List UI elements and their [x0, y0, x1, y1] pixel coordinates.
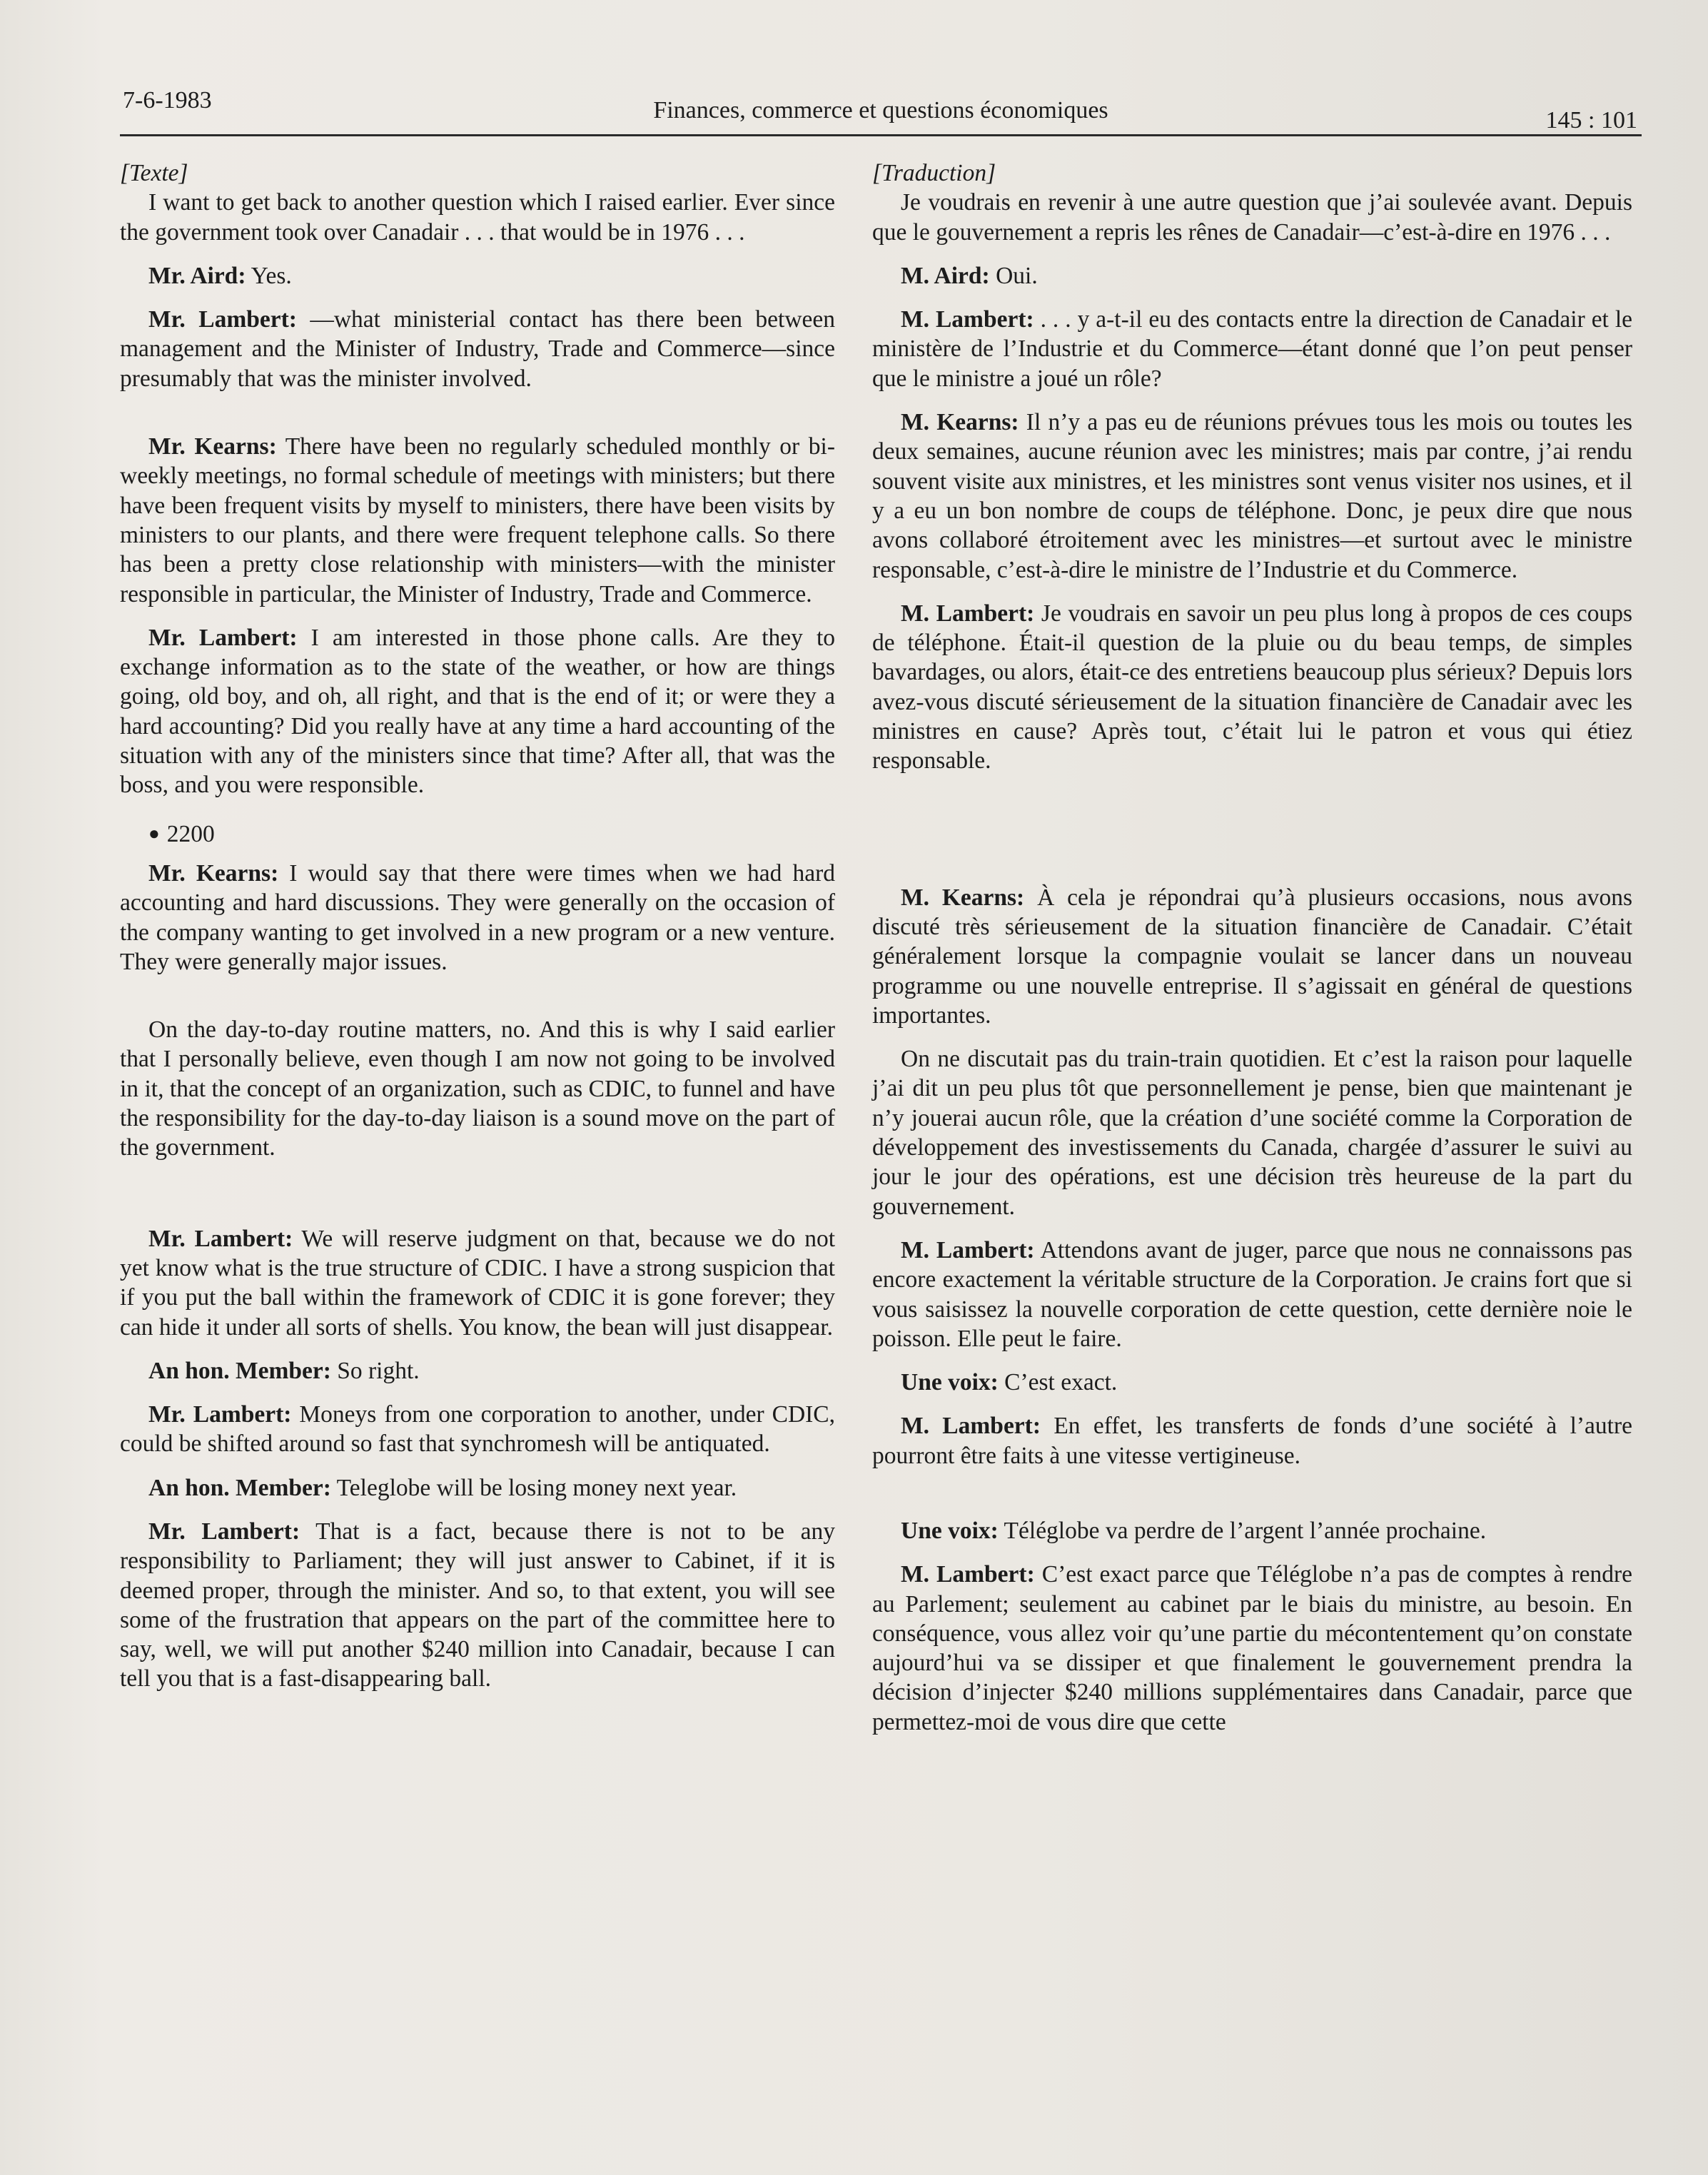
speech-text: À cela je répondrai qu’à plusieurs occasions, nous avons discuté très sérieusement de la situation financière de Canadair. C’était généralement lorsque la compagnie voulait se lancer dans un nouveau programme ou une nouvelle entreprise. Il s’agissait en général de questions importantes. — [872, 884, 1632, 1029]
paragraph — [120, 1517, 835, 1694]
speaker-name: M. Aird: — [901, 262, 990, 289]
paragraph: On ne discutait pas du train-train quotidien. Et c’est la raison pour laquelle j’ai dit un peu plus tôt que personnellement je pense, bien que maintenant je n’y jouerai aucun rôle, que la création d’une société comme la Corporation de développement des investissements du Canada, chargée d’assurer le suivi au jour le jour des opérations, est une décision très heureuse de la part du gouvernement. — [872, 1046, 1632, 1220]
english-column — [120, 158, 835, 1694]
speech-text: We will reserve judgment on that, because we do not yet know what is the true structure of CDIC. I have a strong suspicion that if you put the ball within the framework of CDIC it is gone forever; they can hide it under all sorts of shells. You know, the bean will just disappear. — [120, 1225, 835, 1341]
speech-text: . . . y a-t-il eu des contacts entre la direction de Canadair et le ministère de l’Industrie et du Commerce—étant donné que l’on peut penser que le ministre a joué un rôle? — [872, 306, 1632, 392]
paragraph — [120, 1356, 835, 1386]
speaker-name: Mr. Aird: — [148, 262, 246, 289]
time-marker-text: 2200 — [166, 820, 215, 847]
speech-text: That is a fact, because there is not to be any responsibility to Parliament; they will just answer to Cabinet, if it is deemed proper, through the minister. And so, to that extent, you will see some of the frustration that appears on the part of the committee here to say, well, we will put another $240 million into Canadair, because I can tell you that is a fast-disappearing ball. — [120, 1518, 836, 1692]
paragraph: On the day-to-day routine matters, no. And this is why I said earlier that I personally believe, even though I am now not going to be involved in it, that the concept of an organization, such as CDIC, to funnel and have the responsibility for the day-to-day liaison is a sound move on the part of the government. — [120, 1016, 835, 1161]
speech-text: Je voudrais en savoir un peu plus long à propos de ces coups de téléphone. Était-il question de la pluie ou du beau temps, de simples bavardages, ou alors, était-ce des entretiens beaucoup plus sérieux? Depuis lors avez-vous discuté sérieusement de la situation financière de Canadair avec les ministres en cause? Après tout, c’était lui le patron et vous qui étiez responsable. — [872, 600, 1632, 774]
speech-text: Oui. — [989, 262, 1038, 289]
paragraph — [120, 305, 835, 393]
paragraph — [872, 261, 1632, 291]
speech-text: Yes. — [246, 262, 292, 289]
french-column — [872, 158, 1632, 1737]
speech-text: C’est exact. — [998, 1369, 1118, 1396]
paragraph — [872, 1411, 1632, 1470]
speaker-name: Mr. Lambert: — [148, 624, 298, 651]
speech-text: I would say that there were times when we had hard accounting and hard discussions. They were generally on the occasion of the company wanting to get involved in a new program or a new venture. They were generally major issues. — [120, 859, 835, 975]
speaker-name: M. Kearns: — [901, 409, 1019, 436]
speaker-name: Mr. Lambert: — [148, 1518, 300, 1545]
paragraph — [120, 261, 835, 291]
speech-text: Teleglobe will be losing money next year. — [330, 1474, 737, 1501]
speaker-name: Une voix: — [901, 1517, 999, 1544]
page-header — [120, 77, 1642, 136]
paragraph — [872, 1368, 1632, 1397]
time-marker — [120, 819, 835, 849]
column-label: [Traduction] — [872, 160, 996, 186]
speaker-name: M. Lambert: — [901, 306, 1034, 333]
paragraph — [120, 859, 835, 977]
speaker-name: M. Kearns: — [901, 884, 1025, 911]
paragraph: I want to get back to another question which I raised earlier. Ever since the government took over Canadair . . . that would be in 1976 . . . — [120, 189, 835, 246]
paragraph — [872, 1236, 1632, 1353]
speech-text: There have been no regularly scheduled monthly or bi-weekly meetings, no formal schedule of meetings with ministers; but there have been frequent visits by myself to ministers, there have been visits by ministers to our plants, and there were frequent telephone calls. So there has been a pretty close relationship with ministers—with the minister responsible in particular, the Minister of Industry, Trade and Commerce. — [120, 433, 835, 607]
speaker-name: Mr. Lambert: — [148, 1401, 292, 1428]
paragraph — [872, 1560, 1632, 1737]
column-label: [Texte] — [120, 160, 188, 186]
speaker-name: M. Lambert: — [901, 1561, 1035, 1588]
column-label-text: Texte — [129, 160, 179, 186]
paragraph — [872, 305, 1632, 393]
column-label-text: Traduction — [881, 160, 987, 186]
speaker-name: An hon. Member: — [148, 1474, 331, 1501]
speaker-name: An hon. Member: — [148, 1357, 331, 1384]
paragraph — [872, 883, 1632, 1030]
paragraph — [120, 623, 835, 800]
speaker-name: M. Lambert: — [901, 1236, 1035, 1263]
paragraph: Je voudrais en revenir à une autre question que j’ai soulevée avant. Depuis que le gouvernement a repris les rênes de Canadair—c’est-à-dire en 1976 . . . — [872, 189, 1632, 246]
speech-text: Il n’y a pas eu de réunions prévues tous les mois ou toutes les deux semaines, aucune réunion avec les ministres; mais par contre, j’ai rendu souvent visite aux ministres, et les ministres sont venus visiter nos usines, et il y a eu un bon nombre de coups de téléphone. Donc, je peux dire que nous avons collaboré étroitement avec les ministres—et surtout avec le ministre responsable, c’est-à-dire le ministre de l’Industrie et du Commerce. — [872, 409, 1633, 583]
paragraph — [120, 432, 835, 609]
speech-text: —what ministerial contact has there been between management and the Minister of Industry, Trade and Commerce—since presumably that was the minister involved. — [120, 306, 835, 392]
speaker-name: M. Lambert: — [901, 1413, 1041, 1440]
paragraph — [872, 408, 1632, 585]
speaker-name: Mr. Lambert: — [148, 306, 297, 333]
paragraph — [120, 1400, 835, 1459]
speech-text: C’est exact parce que Téléglobe n’a pas de comptes à rendre au Parlement; seulement au cabinet par le biais du ministre, au besoin. En conséquence, vous allez voir qu’une partie du mécontentement qu’on constate aujourd’hui va se dissiper et que finalement le gouvernement prendra la décision d’injecter $240 millions supplémentaires dans Canadair, parce que permettez-moi de vous dire que cette — [872, 1561, 1632, 1735]
paragraph — [120, 1473, 835, 1503]
speech-text: Moneys from one corporation to another, under CDIC, could be shifted around so fast that synchromesh will be antiquated. — [120, 1401, 836, 1458]
speech-text: So right. — [330, 1357, 420, 1384]
speaker-name: Une voix: — [901, 1369, 999, 1396]
speaker-name: Mr. Lambert: — [148, 1225, 293, 1252]
speaker-name: Mr. Kearns: — [148, 433, 277, 460]
header-title: Finances, commerce et questions économiques — [653, 97, 1108, 123]
speaker-name: M. Lambert: — [901, 600, 1035, 627]
speech-text: Téléglobe va perdre de l’argent l’année prochaine. — [998, 1517, 1487, 1544]
header-date: 7-6-1983 — [123, 87, 212, 113]
paragraph — [120, 1224, 835, 1342]
paragraph — [872, 599, 1632, 776]
speech-text: Attendons avant de juger, parce que nous ne connaissons pas encore exactement la véritable structure de la Corporation. Je crains fort que si vous saisissez la nouvelle corporation de cette question, cette dernière noie le poisson. Elle peut le faire. — [872, 1236, 1632, 1352]
speech-text: I am interested in those phone calls. Are they to exchange information as to the state of the weather, or how are things going, old boy, and oh, all right, and that is the end of it; or were they a hard accounting? Did you really have at any time a hard accounting of the situation with any of the ministers since that time? After all, that was the boss, and you were responsible. — [120, 624, 836, 799]
speech-text: En effet, les transferts de fonds d’une société à l’autre pourront être faits à une vitesse vertigineuse. — [872, 1413, 1632, 1469]
header-page-number: 145 : 101 — [1545, 107, 1637, 133]
paragraph — [872, 1516, 1632, 1545]
bullet-icon: ● — [148, 822, 160, 844]
speaker-name: Mr. Kearns: — [148, 859, 279, 887]
